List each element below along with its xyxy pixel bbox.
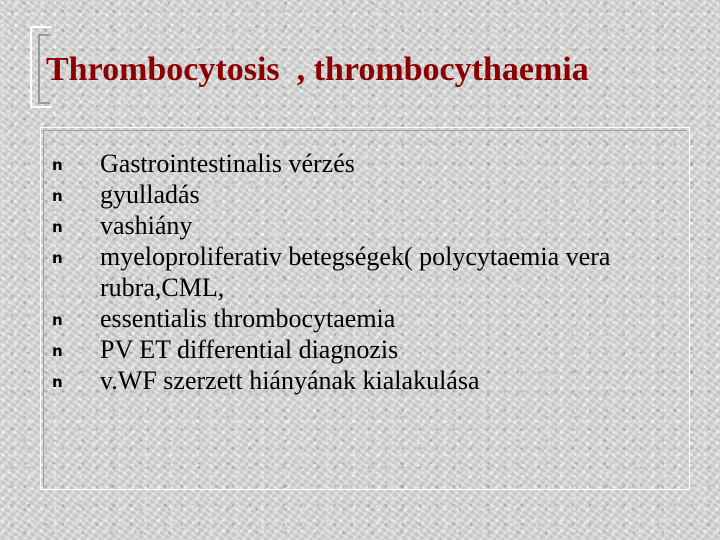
bullet-text: essentialis thrombocytaemia — [100, 304, 396, 333]
bullet-icon: n — [52, 156, 63, 174]
list-item — [52, 179, 688, 210]
bullet-text: v.WF szerzett hiányának kialakulása — [100, 366, 480, 395]
list-item — [52, 210, 688, 241]
list-item — [52, 148, 688, 179]
list-item — [52, 303, 688, 334]
bullet-icon: n — [52, 373, 63, 391]
bullet-icon: n — [52, 187, 63, 205]
list-item — [52, 241, 688, 303]
bullet-text: gyulladás — [100, 180, 200, 209]
bullet-text: vashiány — [100, 211, 193, 240]
bullet-icon: n — [52, 342, 63, 360]
list-item — [52, 334, 688, 365]
bullet-text: PV ET differential diagnozis — [100, 335, 399, 364]
bullet-icon: n — [52, 249, 63, 267]
bullet-icon: n — [52, 311, 63, 329]
bullet-text: Gastrointestinalis vérzés — [100, 149, 355, 178]
title-frame — [30, 26, 690, 108]
bullet-text: myeloproliferativ betegségek( polycytaemia vera rubra,CML, — [100, 242, 611, 302]
bullet-list — [52, 148, 688, 396]
list-item — [52, 365, 688, 396]
slide-title: Thrombocytosis , thrombocythaemia — [46, 51, 589, 88]
bullet-icon: n — [52, 218, 63, 236]
